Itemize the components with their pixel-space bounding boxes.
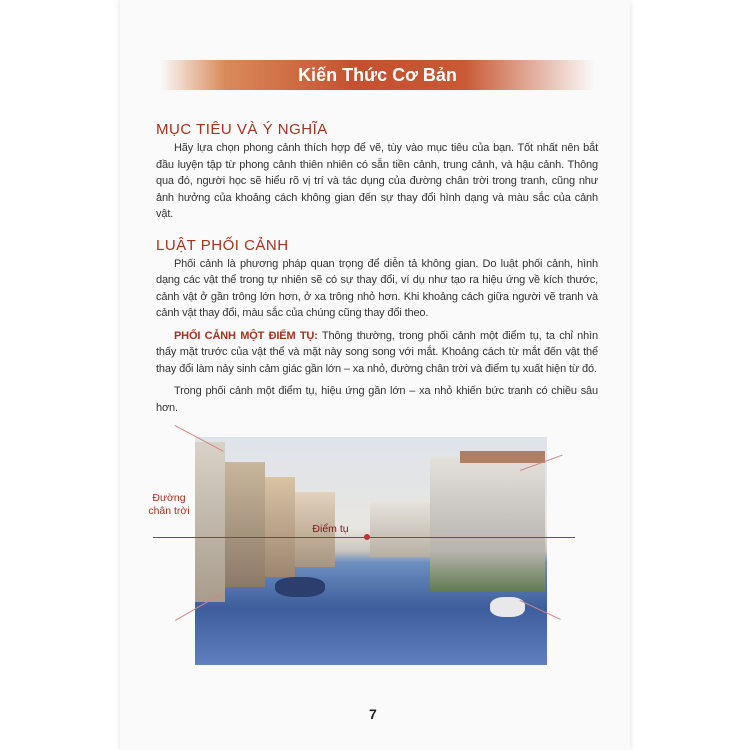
- one-point-paragraph: PHỐI CẢNH MỘT ĐIỂM TỤ: Thông thường, trong phối cảnh một điểm tụ, ta chỉ nhìn thấy mặt trước của vật thể và mặt này song song với mắt. Khoảng cách từ mắt đến vật thể thay đổi làm nảy sinh cảm giác gần lớn – xa nhỏ, đường chân trời và điểm tụ xuất hiện từ đó.: [156, 329, 598, 375]
- venice-canal-painting: [195, 437, 547, 665]
- page-number: 7: [369, 706, 377, 722]
- horizon-label: Đường chân trời: [148, 492, 190, 517]
- vanishing-point-label: Điểm tụ: [312, 523, 349, 535]
- banner-title: Kiến Thức Cơ Bản: [298, 65, 457, 85]
- closing-paragraph: Trong phối cảnh một điểm tụ, hiệu ứng gần lớn – xa nhỏ khiến bức tranh có chiều sâu hơn.: [156, 385, 598, 414]
- section-heading-perspective: LUẬT PHỐI CẢNH: [156, 236, 289, 254]
- chapter-banner: [160, 60, 595, 90]
- section-heading-goals: MỤC TIÊU VÀ Ý NGHĨA: [156, 121, 328, 138]
- one-point-subheading: PHỐI CẢNH MỘT ĐIỂM TỤ:: [174, 329, 318, 342]
- section-body-goals: Hãy lựa chọn phong cảnh thích hợp để vẽ, tùy vào mục tiêu của bạn. Tốt nhất nên bắt đầu luyện tập từ phong cảnh thiên nhiên có sẵn tiền cảnh, trung cảnh, và hậu cảnh. Thông qua đó, người học sẽ hiểu rõ vị trí và tác dụng của đường chân trời trong tranh, cũng như ảnh hưởng của khoảng cách không gian đến sự thay đổi hình dạng và màu sắc của cảnh vật.: [156, 142, 598, 220]
- section-body-perspective: Phối cảnh là phương pháp quan trọng để diễn tả không gian. Do luật phối cảnh, hình dạng các vật thể trong tự nhiên sẽ có sự thay đổi, ví dụ như tạo ra hiệu ứng về kích thước, cảnh vật ở gần trông lớn hơn, ở xa trông nhỏ hơn. Khi khoảng cách giữa người vẽ tranh và cảnh vật thay đổi, màu sắc của chúng cũng thay đổi theo.: [156, 257, 598, 319]
- text-column: [156, 120, 598, 416]
- vanishing-point-marker: [364, 534, 370, 540]
